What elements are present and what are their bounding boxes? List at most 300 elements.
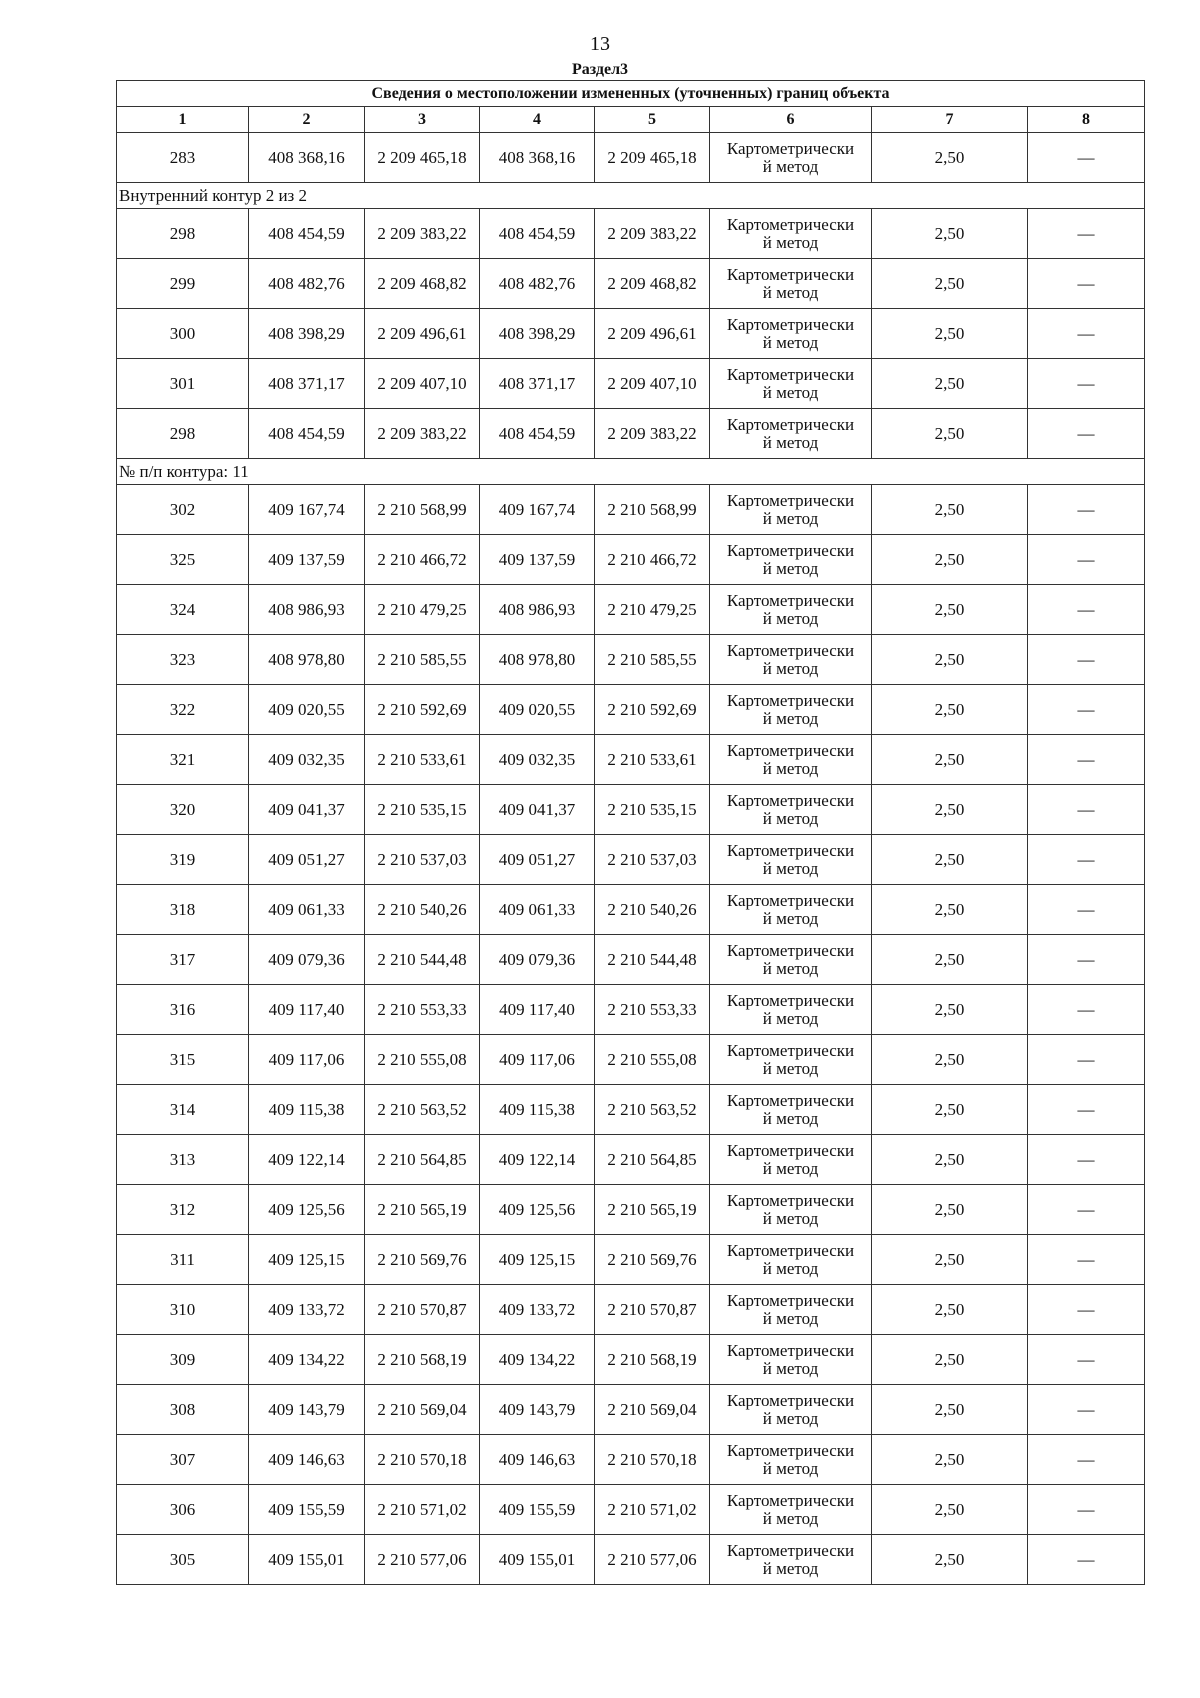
table-row (117, 1385, 1145, 1435)
method-line-2: й метод (762, 1458, 819, 1478)
y-existing-cell: 2 210 555,08 (365, 1035, 480, 1085)
x-existing-cell: 408 454,59 (249, 209, 365, 259)
table-row (117, 259, 1145, 309)
contour-label-row (117, 183, 1145, 209)
method-line-2: й метод (762, 658, 819, 678)
y-new-cell: 2 210 577,06 (595, 1535, 710, 1585)
x-new-cell: 409 117,40 (480, 985, 595, 1035)
method-cell (710, 359, 872, 409)
method-cell (710, 409, 872, 459)
y-new-cell: 2 210 553,33 (595, 985, 710, 1035)
y-existing-cell: 2 209 383,22 (365, 209, 480, 259)
x-existing-cell: 408 482,76 (249, 259, 365, 309)
method-line-1: Картометрически (726, 1340, 855, 1360)
y-new-cell: 2 210 569,04 (595, 1385, 710, 1435)
x-new-cell: 409 032,35 (480, 735, 595, 785)
x-existing-cell: 409 143,79 (249, 1385, 365, 1435)
column-header: 4 (480, 107, 595, 133)
x-existing-cell: 408 371,17 (249, 359, 365, 409)
method-line-2: й метод (762, 608, 819, 628)
y-new-cell: 2 210 466,72 (595, 535, 710, 585)
table-row (117, 209, 1145, 259)
x-existing-cell: 409 122,14 (249, 1135, 365, 1185)
point-number-cell: 320 (117, 785, 249, 835)
method-cell (710, 535, 872, 585)
method-line-1: Картометрически (726, 364, 855, 384)
point-number-cell: 321 (117, 735, 249, 785)
method-line-2: й метод (762, 1358, 819, 1378)
y-new-cell: 2 210 540,26 (595, 885, 710, 935)
point-number-cell: 298 (117, 209, 249, 259)
method-cell (710, 133, 872, 183)
method-line-2: й метод (762, 758, 819, 778)
x-existing-cell: 408 986,93 (249, 585, 365, 635)
point-number-cell: 298 (117, 409, 249, 459)
method-cell (710, 785, 872, 835)
accuracy-cell: 2,50 (872, 1135, 1028, 1185)
point-number-cell: 311 (117, 1235, 249, 1285)
method-line-1: Картометрически (726, 1290, 855, 1310)
y-existing-cell: 2 210 569,76 (365, 1235, 480, 1285)
y-new-cell: 2 209 383,22 (595, 209, 710, 259)
x-new-cell: 409 117,06 (480, 1035, 595, 1085)
accuracy-cell: 2,50 (872, 1435, 1028, 1485)
x-existing-cell: 409 125,56 (249, 1185, 365, 1235)
accuracy-cell: 2,50 (872, 1085, 1028, 1135)
x-new-cell: 409 133,72 (480, 1285, 595, 1335)
x-new-cell: 408 398,29 (480, 309, 595, 359)
table-row (117, 935, 1145, 985)
description-cell: — (1028, 209, 1145, 259)
table-row (117, 1035, 1145, 1085)
accuracy-cell: 2,50 (872, 835, 1028, 885)
y-existing-cell: 2 210 568,19 (365, 1335, 480, 1385)
y-existing-cell: 2 209 383,22 (365, 409, 480, 459)
y-new-cell: 2 210 544,48 (595, 935, 710, 985)
table-row (117, 309, 1145, 359)
y-existing-cell: 2 210 568,99 (365, 485, 480, 535)
method-line-1: Картометрически (726, 1090, 855, 1110)
method-cell (710, 1435, 872, 1485)
x-existing-cell: 409 117,40 (249, 985, 365, 1035)
y-new-cell: 2 210 570,87 (595, 1285, 710, 1335)
description-cell: — (1028, 835, 1145, 885)
x-existing-cell: 409 125,15 (249, 1235, 365, 1285)
point-number-cell: 316 (117, 985, 249, 1035)
table-row (117, 785, 1145, 835)
x-new-cell: 409 134,22 (480, 1335, 595, 1385)
method-line-1: Картометрически (726, 490, 855, 510)
method-line-2: й метод (762, 382, 819, 402)
point-number-cell: 305 (117, 1535, 249, 1585)
method-cell (710, 885, 872, 935)
table-row (117, 1435, 1145, 1485)
method-cell (710, 485, 872, 535)
y-new-cell: 2 210 592,69 (595, 685, 710, 735)
point-number-cell: 301 (117, 359, 249, 409)
table-row (117, 133, 1145, 183)
x-existing-cell: 408 368,16 (249, 133, 365, 183)
x-existing-cell: 409 117,06 (249, 1035, 365, 1085)
y-existing-cell: 2 210 553,33 (365, 985, 480, 1035)
method-line-1: Картометрически (726, 1440, 855, 1460)
description-cell: — (1028, 685, 1145, 735)
x-existing-cell: 409 079,36 (249, 935, 365, 985)
y-existing-cell: 2 210 565,19 (365, 1185, 480, 1235)
coordinates-table (116, 80, 1145, 1585)
method-cell (710, 259, 872, 309)
description-cell: — (1028, 485, 1145, 535)
y-new-cell: 2 210 537,03 (595, 835, 710, 885)
accuracy-cell: 2,50 (872, 1385, 1028, 1435)
point-number-cell: 299 (117, 259, 249, 309)
method-line-2: й метод (762, 1258, 819, 1278)
column-header: 2 (249, 107, 365, 133)
method-cell (710, 735, 872, 785)
x-new-cell: 409 061,33 (480, 885, 595, 935)
x-existing-cell: 409 115,38 (249, 1085, 365, 1135)
method-cell (710, 1135, 872, 1185)
x-new-cell: 409 115,38 (480, 1085, 595, 1135)
accuracy-cell: 2,50 (872, 1285, 1028, 1335)
accuracy-cell: 2,50 (872, 1535, 1028, 1585)
y-existing-cell: 2 210 563,52 (365, 1085, 480, 1135)
description-cell: — (1028, 985, 1145, 1035)
method-line-2: й метод (762, 508, 819, 528)
y-existing-cell: 2 210 544,48 (365, 935, 480, 985)
x-new-cell: 409 051,27 (480, 835, 595, 885)
method-line-1: Картометрически (726, 138, 855, 158)
table-row (117, 1485, 1145, 1535)
method-line-2: й метод (762, 332, 819, 352)
method-line-1: Картометрически (726, 414, 855, 434)
y-existing-cell: 2 210 570,87 (365, 1285, 480, 1335)
accuracy-cell: 2,50 (872, 209, 1028, 259)
y-existing-cell: 2 210 569,04 (365, 1385, 480, 1435)
method-cell (710, 1235, 872, 1285)
point-number-cell: 314 (117, 1085, 249, 1135)
method-cell (710, 1285, 872, 1335)
table-row (117, 1135, 1145, 1185)
accuracy-cell: 2,50 (872, 1485, 1028, 1535)
method-line-2: й метод (762, 958, 819, 978)
x-new-cell: 409 020,55 (480, 685, 595, 735)
method-cell (710, 209, 872, 259)
x-new-cell: 409 122,14 (480, 1135, 595, 1185)
y-new-cell: 2 209 496,61 (595, 309, 710, 359)
point-number-cell: 315 (117, 1035, 249, 1085)
accuracy-cell: 2,50 (872, 535, 1028, 585)
y-existing-cell: 2 210 537,03 (365, 835, 480, 885)
y-new-cell: 2 210 479,25 (595, 585, 710, 635)
y-existing-cell: 2 210 570,18 (365, 1435, 480, 1485)
y-existing-cell: 2 210 571,02 (365, 1485, 480, 1535)
x-existing-cell: 409 133,72 (249, 1285, 365, 1335)
y-existing-cell: 2 210 577,06 (365, 1535, 480, 1585)
y-existing-cell: 2 210 585,55 (365, 635, 480, 685)
method-line-2: й метод (762, 432, 819, 452)
y-new-cell: 2 210 535,15 (595, 785, 710, 835)
accuracy-cell: 2,50 (872, 1335, 1028, 1385)
description-cell: — (1028, 535, 1145, 585)
point-number-cell: 283 (117, 133, 249, 183)
method-line-2: й метод (762, 858, 819, 878)
description-cell: — (1028, 359, 1145, 409)
y-existing-cell: 2 210 533,61 (365, 735, 480, 785)
x-existing-cell: 408 454,59 (249, 409, 365, 459)
y-new-cell: 2 210 568,19 (595, 1335, 710, 1385)
x-new-cell: 409 143,79 (480, 1385, 595, 1435)
description-cell: — (1028, 935, 1145, 985)
description-cell: — (1028, 1135, 1145, 1185)
method-line-1: Картометрически (726, 590, 855, 610)
contour-label-row (117, 459, 1145, 485)
point-number-cell: 323 (117, 635, 249, 685)
method-cell (710, 1385, 872, 1435)
method-cell (710, 1485, 872, 1535)
table-header-row (117, 107, 1145, 133)
accuracy-cell: 2,50 (872, 635, 1028, 685)
method-line-1: Картометрически (726, 540, 855, 560)
description-cell: — (1028, 885, 1145, 935)
page-number: 13 (590, 33, 610, 55)
method-cell (710, 309, 872, 359)
point-number-cell: 322 (117, 685, 249, 735)
accuracy-cell: 2,50 (872, 935, 1028, 985)
table-row (117, 635, 1145, 685)
table-row (117, 485, 1145, 535)
point-number-cell: 317 (117, 935, 249, 985)
x-new-cell: 409 146,63 (480, 1435, 595, 1485)
x-existing-cell: 408 398,29 (249, 309, 365, 359)
y-existing-cell: 2 210 564,85 (365, 1135, 480, 1185)
x-existing-cell: 409 041,37 (249, 785, 365, 835)
accuracy-cell: 2,50 (872, 133, 1028, 183)
y-new-cell: 2 209 468,82 (595, 259, 710, 309)
point-number-cell: 325 (117, 535, 249, 585)
point-number-cell: 318 (117, 885, 249, 935)
x-existing-cell: 409 134,22 (249, 1335, 365, 1385)
method-line-2: й метод (762, 1158, 819, 1178)
x-new-cell: 408 368,16 (480, 133, 595, 183)
y-existing-cell: 2 210 479,25 (365, 585, 480, 635)
column-header: 5 (595, 107, 710, 133)
accuracy-cell: 2,50 (872, 885, 1028, 935)
x-new-cell: 409 167,74 (480, 485, 595, 535)
method-cell (710, 635, 872, 685)
y-new-cell: 2 210 563,52 (595, 1085, 710, 1135)
y-existing-cell: 2 209 468,82 (365, 259, 480, 309)
column-header: 3 (365, 107, 480, 133)
column-header: 6 (710, 107, 872, 133)
method-cell (710, 685, 872, 735)
description-cell: — (1028, 1435, 1145, 1485)
accuracy-cell: 2,50 (872, 785, 1028, 835)
point-number-cell: 324 (117, 585, 249, 635)
contour-label: Внутренний контур 2 из 2 (117, 183, 1145, 209)
method-cell (710, 1185, 872, 1235)
accuracy-cell: 2,50 (872, 685, 1028, 735)
description-cell: — (1028, 785, 1145, 835)
method-line-2: й метод (762, 908, 819, 928)
table-title-row (117, 81, 1145, 107)
table-row (117, 1335, 1145, 1385)
accuracy-cell: 2,50 (872, 259, 1028, 309)
x-existing-cell: 409 137,59 (249, 535, 365, 585)
method-line-1: Картометрически (726, 1040, 855, 1060)
x-new-cell: 409 155,59 (480, 1485, 595, 1535)
x-existing-cell: 409 155,01 (249, 1535, 365, 1585)
x-existing-cell: 409 155,59 (249, 1485, 365, 1535)
method-line-1: Картометрически (726, 1140, 855, 1160)
table-row (117, 409, 1145, 459)
method-line-2: й метод (762, 1008, 819, 1028)
method-line-2: й метод (762, 808, 819, 828)
method-line-2: й метод (762, 232, 819, 252)
accuracy-cell: 2,50 (872, 409, 1028, 459)
point-number-cell: 307 (117, 1435, 249, 1485)
description-cell: — (1028, 735, 1145, 785)
accuracy-cell: 2,50 (872, 585, 1028, 635)
table-row (117, 535, 1145, 585)
point-number-cell: 306 (117, 1485, 249, 1535)
method-line-1: Картометрически (726, 1540, 855, 1560)
method-line-2: й метод (762, 1108, 819, 1128)
accuracy-cell: 2,50 (872, 1185, 1028, 1235)
method-cell (710, 1335, 872, 1385)
method-line-2: й метод (762, 1208, 819, 1228)
accuracy-cell: 2,50 (872, 1035, 1028, 1085)
description-cell: — (1028, 1285, 1145, 1335)
x-new-cell: 409 155,01 (480, 1535, 595, 1585)
method-line-2: й метод (762, 1408, 819, 1428)
y-existing-cell: 2 209 496,61 (365, 309, 480, 359)
y-new-cell: 2 210 533,61 (595, 735, 710, 785)
description-cell: — (1028, 1035, 1145, 1085)
column-header: 8 (1028, 107, 1145, 133)
x-new-cell: 408 986,93 (480, 585, 595, 635)
y-new-cell: 2 210 565,19 (595, 1185, 710, 1235)
method-line-1: Картометрически (726, 1240, 855, 1260)
column-header: 1 (117, 107, 249, 133)
point-number-cell: 312 (117, 1185, 249, 1235)
description-cell: — (1028, 1235, 1145, 1285)
method-line-2: й метод (762, 1558, 819, 1578)
table-row (117, 685, 1145, 735)
method-line-2: й метод (762, 282, 819, 302)
x-existing-cell: 409 020,55 (249, 685, 365, 735)
description-cell: — (1028, 1485, 1145, 1535)
method-line-1: Картометрически (726, 264, 855, 284)
table-row (117, 359, 1145, 409)
y-new-cell: 2 209 407,10 (595, 359, 710, 409)
y-new-cell: 2 210 564,85 (595, 1135, 710, 1185)
method-line-2: й метод (762, 1508, 819, 1528)
x-existing-cell: 409 061,33 (249, 885, 365, 935)
x-new-cell: 408 454,59 (480, 409, 595, 459)
method-cell (710, 585, 872, 635)
method-line-1: Картометрически (726, 1490, 855, 1510)
method-line-1: Картометрически (726, 1190, 855, 1210)
table-row (117, 585, 1145, 635)
table-row (117, 1185, 1145, 1235)
y-new-cell: 2 210 570,18 (595, 1435, 710, 1485)
description-cell: — (1028, 635, 1145, 685)
method-line-2: й метод (762, 558, 819, 578)
y-new-cell: 2 210 571,02 (595, 1485, 710, 1535)
method-line-1: Картометрически (726, 840, 855, 860)
y-existing-cell: 2 209 465,18 (365, 133, 480, 183)
point-number-cell: 300 (117, 309, 249, 359)
description-cell: — (1028, 259, 1145, 309)
method-line-1: Картометрически (726, 214, 855, 234)
x-new-cell: 409 125,56 (480, 1185, 595, 1235)
method-line-1: Картометрически (726, 940, 855, 960)
description-cell: — (1028, 309, 1145, 359)
accuracy-cell: 2,50 (872, 309, 1028, 359)
description-cell: — (1028, 1385, 1145, 1435)
y-existing-cell: 2 210 466,72 (365, 535, 480, 585)
y-new-cell: 2 210 555,08 (595, 1035, 710, 1085)
method-cell (710, 935, 872, 985)
column-header: 7 (872, 107, 1028, 133)
x-existing-cell: 408 978,80 (249, 635, 365, 685)
contour-label: № п/п контура: 11 (117, 459, 1145, 485)
y-new-cell: 2 210 569,76 (595, 1235, 710, 1285)
description-cell: — (1028, 409, 1145, 459)
accuracy-cell: 2,50 (872, 485, 1028, 535)
method-line-1: Картометрически (726, 990, 855, 1010)
y-new-cell: 2 209 465,18 (595, 133, 710, 183)
method-line-2: й метод (762, 1058, 819, 1078)
method-line-1: Картометрически (726, 640, 855, 660)
x-new-cell: 408 482,76 (480, 259, 595, 309)
point-number-cell: 308 (117, 1385, 249, 1435)
description-cell: — (1028, 585, 1145, 635)
method-cell (710, 835, 872, 885)
x-new-cell: 408 454,59 (480, 209, 595, 259)
x-new-cell: 408 371,17 (480, 359, 595, 409)
x-existing-cell: 409 167,74 (249, 485, 365, 535)
description-cell: — (1028, 1185, 1145, 1235)
y-new-cell: 2 210 568,99 (595, 485, 710, 535)
x-new-cell: 409 137,59 (480, 535, 595, 585)
method-line-1: Картометрически (726, 1390, 855, 1410)
description-cell: — (1028, 1535, 1145, 1585)
method-line-2: й метод (762, 1308, 819, 1328)
description-cell: — (1028, 1085, 1145, 1135)
accuracy-cell: 2,50 (872, 359, 1028, 409)
method-cell (710, 1535, 872, 1585)
method-line-2: й метод (762, 708, 819, 728)
description-cell: — (1028, 133, 1145, 183)
method-cell (710, 985, 872, 1035)
method-line-1: Картометрически (726, 740, 855, 760)
x-new-cell: 409 125,15 (480, 1235, 595, 1285)
x-existing-cell: 409 032,35 (249, 735, 365, 785)
y-existing-cell: 2 210 592,69 (365, 685, 480, 735)
table-row (117, 835, 1145, 885)
y-new-cell: 2 210 585,55 (595, 635, 710, 685)
description-cell: — (1028, 1335, 1145, 1385)
table-row (117, 1235, 1145, 1285)
table-row (117, 1535, 1145, 1585)
table-title: Сведения о местоположении измененных (уточненных) границ объекта (117, 81, 1145, 107)
point-number-cell: 310 (117, 1285, 249, 1335)
method-line-1: Картометрически (726, 890, 855, 910)
method-cell (710, 1085, 872, 1135)
accuracy-cell: 2,50 (872, 985, 1028, 1035)
